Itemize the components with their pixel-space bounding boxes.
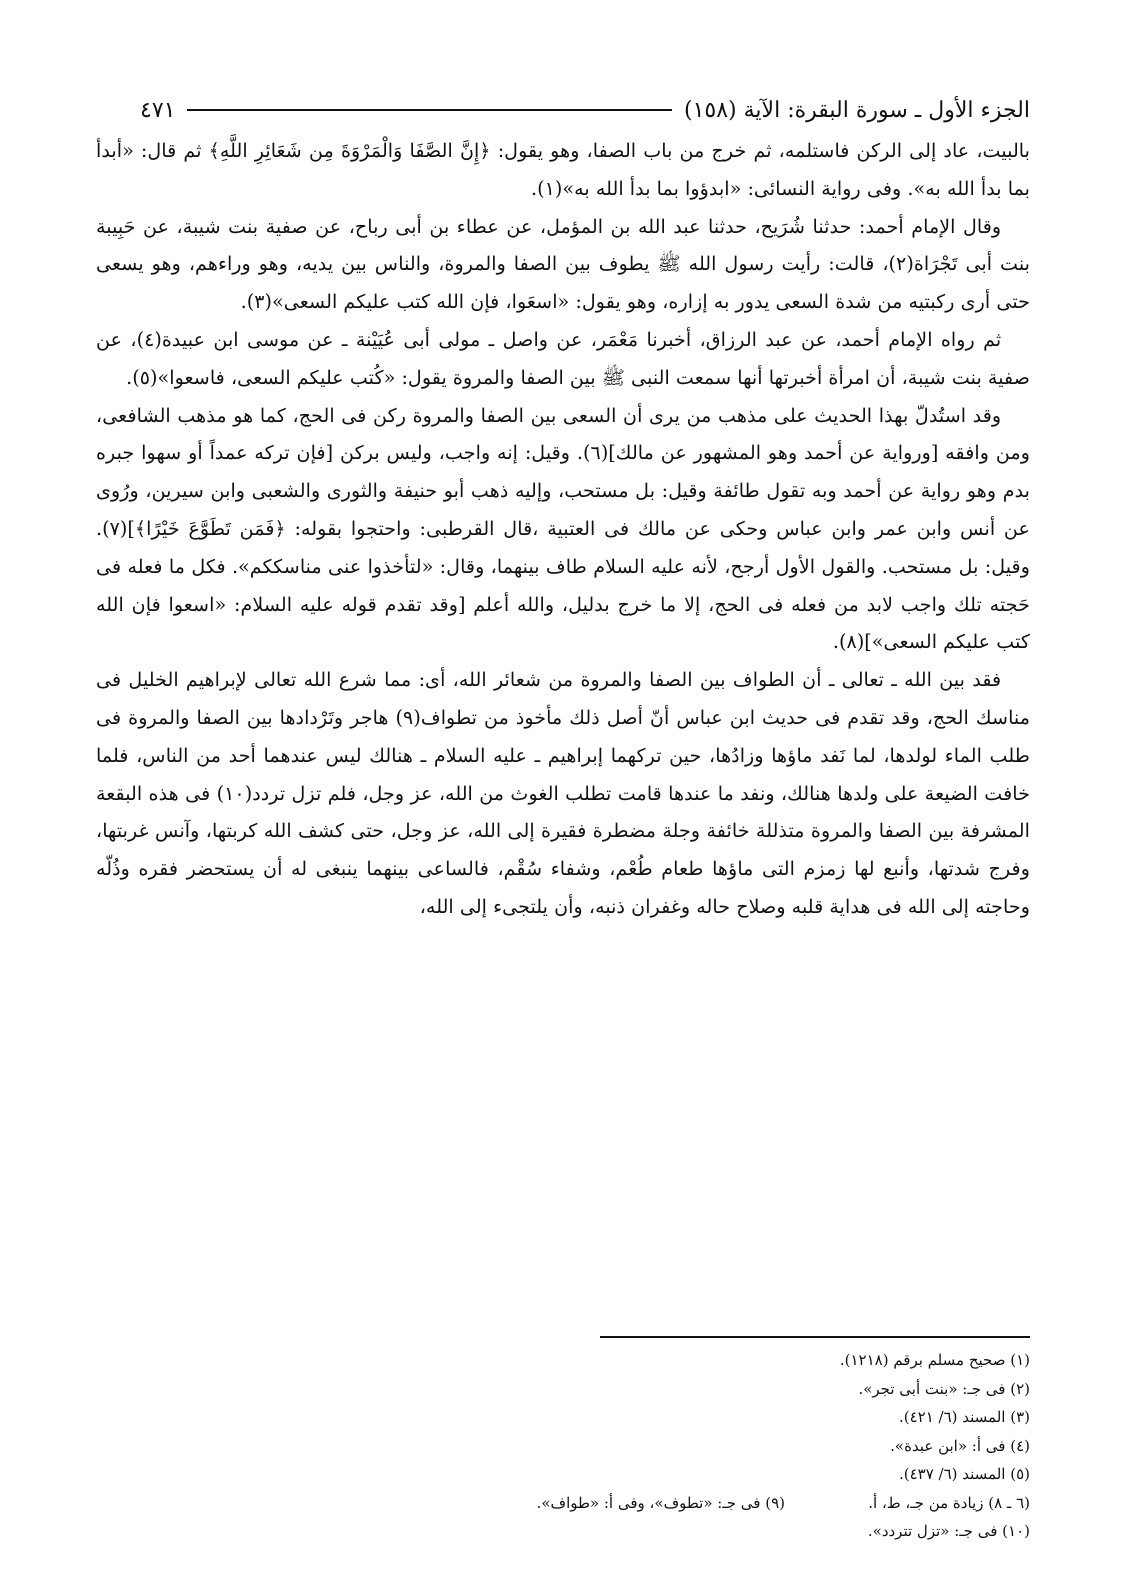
footnote-line — [96, 1489, 1030, 1518]
footnote-line — [96, 1346, 1030, 1375]
footnote: (٥) المسند (٦/ ٤٣٧). — [898, 1465, 1030, 1483]
footnote: (١٠) فى جـ: «تزل تتردد». — [867, 1522, 1030, 1540]
footnotes — [96, 1346, 1030, 1546]
footnote-line — [96, 1517, 1030, 1546]
footnote: (٤) فى أ: «ابن عبدة». — [890, 1436, 1030, 1455]
footnote: (٩) فى جـ: «تطوف»، وفى أ: «طواف». — [536, 1493, 785, 1512]
paragraph: فقد بين الله ـ تعالى ـ أن الطواف بين الصفا والمروة من شعائر الله، أى: مما شرع الله تعالى لإبراهيم الخليل فى مناسك الحج، وقد تقدم فى حديث ابن عباس أنّ أصل ذلك مأخوذ من تطواف(٩) هاجر وتَرْدادها بين الصفا والمروة فى طلب الماء لولدها، لما نَفد ماؤها وزادُها، حين تركهما إبراهيم ـ عليه السلام ـ هنالك ليس عندهما أحد من الناس، فلما خافت الضيعة على ولدها هنالك، ونفد ما عندها قامت تطلب الغوث من الله، عز وجل، فلم تزل تردد(١٠) فى هذه البقعة المشرفة بين الصفا والمروة متذللة خائفة وجلة مضطرة فقيرة إلى الله، عز وجل، حتى كشف الله كربتها، وآنس غربتها، وفرج شدتها، وأنبع لها زمزم التى ماؤها طعام طُعْم، وشفاء سُقْم، فالساعى بينهما ينبغى له أن يستحضر فقره وذُلّه وحاجته إلى الله فى هداية قلبه وصلاح حاله وغفران ذنبه، وأن يلتجىء إلى الله، — [96, 668, 1030, 918]
header-title: الجزء الأول ـ سورة البقرة: الآية (١٥٨) — [684, 97, 1030, 123]
main-text — [96, 132, 1030, 926]
footnote-separator — [600, 1336, 1030, 1338]
footnote-line — [96, 1375, 1030, 1404]
footnote: (١) صحيح مسلم برقم (١٢١٨). — [839, 1351, 1030, 1369]
header-rule — [187, 109, 672, 111]
paragraph: بالبيت، عاد إلى الركن فاستلمه، ثم خرج من باب الصفا، وهو يقول: ﴿إِنَّ الصَّفَا وَالْمَرْوَةَ مِن شَعَائِرِ اللَّهِ﴾ ثم قال: «أبدأ بما بدأ الله به». وفى رواية النسائى: «ابدؤوا بما بدأ الله به»(١). — [96, 139, 1030, 200]
footnote-line — [96, 1432, 1030, 1461]
paragraph: وقد استُدلّ بهذا الحديث على مذهب من يرى أن السعى بين الصفا والمروة ركن فى الحج، كما هو مذهب الشافعى، ومن وافقه [ورواية عن أحمد وهو المشهور عن مالك](٦). وقيل: إنه واجب، وليس بركن [فإن تركه عمداً أو سهوا جبره بدم وهو رواية عن أحمد وبه تقول طائفة وقيل: بل مستحب، وإليه ذهب أبو حنيفة والثورى والشعبى وابن سيرين، ورُوى عن أنس وابن عمر وابن عباس وحكى عن مالك فى العتبية ،قال القرطبى: واحتجوا بقوله: ﴿فَمَن تَطَوَّعَ خَيْرًا﴾](٧). وقيل: بل مستحب. والقول الأول أرجح، لأنه عليه السلام طاف بينهما، وقال: «لتأخذوا عنى مناسككم». فكل ما فعله فى حَجته تلك واجب لابد من فعله فى الحج، إلا ما خرج بدليل، والله أعلم [وقد تقدم قوله عليه السلام: «اسعوا فإن الله كتب عليكم السعى»](٨). — [96, 403, 1030, 654]
footnote-line — [96, 1460, 1030, 1489]
footnote-line — [96, 1403, 1030, 1432]
page-number: ٤٧١ — [140, 97, 176, 123]
footnote: (٢) فى جـ: «بنت أبى تجر». — [858, 1379, 1030, 1398]
footnote: (٦ ـ ٨) زيادة من جـ، ط، أ. — [868, 1493, 1030, 1512]
paragraph: ثم رواه الإمام أحمد، عن عبد الرزاق، أخبرنا مَعْمَر، عن واصل ـ مولى أبى عُيَيْنة ـ عن موسى ابن عبيدة(٤)، عن صفية بنت شيبة، أن امرأة أخبرتها أنها سمعت النبى ﷺ بين الصفا والمروة يقول: «كُتب عليكم السعى، فاسعوا»(٥). — [96, 327, 1030, 389]
running-header — [140, 92, 1030, 128]
paragraph: وقال الإمام أحمد: حدثنا شُرَيح، حدثنا عبد الله بن المؤمل، عن عطاء بن أبى رباح، عن صفية بنت شيبة، عن حَبِيبة بنت أبى تَجْرَاة(٢)، قالت: رأيت رسول الله ﷺ يطوف بين الصفا والمروة، والناس بين يديه، وهو وراءهم، وهو يسعى حتى أرى ركبتيه من شدة السعى يدور به إزاره، وهو يقول: «اسعَوا، فإن الله كتب عليكم السعى»(٣). — [96, 214, 1030, 314]
footnote: (٣) المسند (٦/ ٤٢١). — [898, 1408, 1030, 1426]
